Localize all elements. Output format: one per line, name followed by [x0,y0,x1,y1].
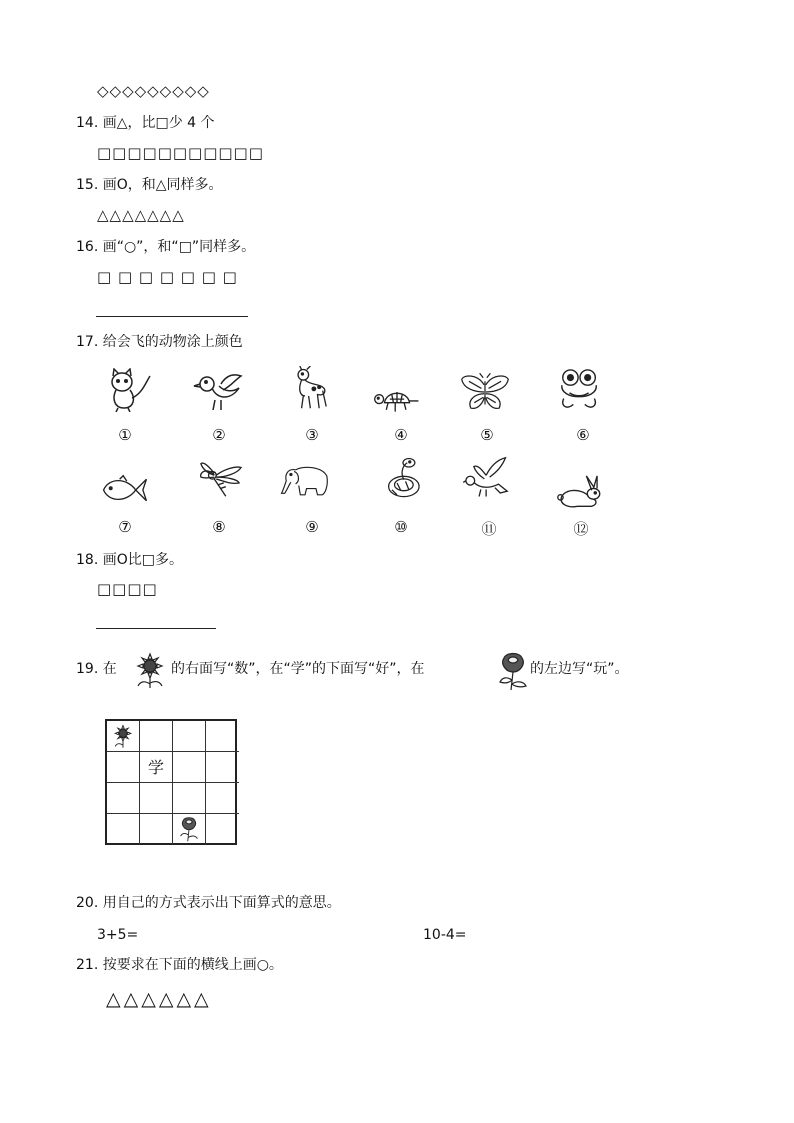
grid-cell[interactable] [107,783,140,814]
question-14: 14. 画△，比□少 4 个 [76,115,215,131]
answer-line-16[interactable] [96,316,248,317]
grid-cell[interactable] [140,814,173,845]
grid-cell[interactable] [173,721,206,752]
question-16: 16. 画“○”，和“□”同样多。 [76,239,256,255]
animal-number: ⑪ [481,520,497,538]
dove-icon[interactable] [462,456,512,500]
butterfly-icon[interactable] [460,370,510,414]
question-21: 21. 按要求在下面的横线上画○。 [76,957,283,973]
rabbit-icon[interactable] [556,470,606,514]
grid-cell[interactable] [206,783,239,814]
grid-cell[interactable] [107,814,140,845]
animal-number: ⑥ [576,426,590,444]
triangle-row-21: △△△△△△ [106,988,212,1010]
grid-cell-xue[interactable]: 学 [140,752,173,783]
grid-cell[interactable] [206,752,239,783]
animal-number: ② [212,426,226,444]
animal-number: ⑨ [305,518,319,536]
grid-cell[interactable] [206,814,239,845]
animal-number: ⑧ [212,518,226,536]
frog-icon[interactable] [555,368,605,412]
question-18: 18. 画O比□多。 [76,552,183,568]
rose-icon [178,815,200,843]
cat-icon[interactable] [102,368,152,412]
grid-cell[interactable] [107,752,140,783]
deer-icon[interactable] [288,366,338,410]
square-row-18: □□□□ [97,580,158,598]
diamond-row: ◇◇◇◇◇◇◇◇◇ [97,82,210,100]
fish-icon[interactable] [100,468,150,512]
expression-2: 10-4= [423,927,467,943]
triangle-row-15: △△△△△△△ [97,206,185,224]
grid-cell-sunflower[interactable] [107,721,140,752]
grid-cell[interactable] [140,721,173,752]
snake-icon[interactable] [378,456,428,500]
animal-number: ⑤ [480,426,494,444]
question-15: 15. 画O，和△同样多。 [76,177,223,193]
rose-icon [496,650,530,692]
question-20: 20. 用自己的方式表示出下面算式的意思。 [76,895,341,911]
turtle-icon[interactable] [372,378,422,422]
grid-cell[interactable] [173,783,206,814]
animal-number: ⑦ [118,518,132,536]
dragonfly-icon[interactable] [196,458,246,502]
answer-line-18[interactable] [96,628,216,629]
animal-number: ① [118,426,132,444]
question-17: 17. 给会飞的动物涂上颜色 [76,334,243,350]
sunflower-icon [130,650,170,690]
square-row-14: □□□□□□□□□□□ [97,144,264,162]
animal-number: ⑩ [394,518,408,536]
animal-number: ⑫ [573,520,589,538]
question-19-middle: 的右面写“数”，在“学”的下面写“好”，在 [171,661,425,677]
grid-cell-rose[interactable] [173,814,206,845]
elephant-icon[interactable] [280,458,330,502]
animal-number: ③ [305,426,319,444]
answer-grid [105,719,237,845]
sunflower-icon [110,723,136,749]
square-row-16: □ □ □ □ □ □ □ [97,268,238,286]
question-19-start: 19. 在 [76,661,117,677]
grid-cell[interactable] [140,783,173,814]
question-19-end: 的左边写“玩”。 [530,661,629,677]
grid-cell[interactable] [206,721,239,752]
expression-1: 3+5= [97,927,139,943]
bird-icon[interactable] [193,370,243,414]
grid-cell[interactable] [173,752,206,783]
animal-number: ④ [394,426,408,444]
